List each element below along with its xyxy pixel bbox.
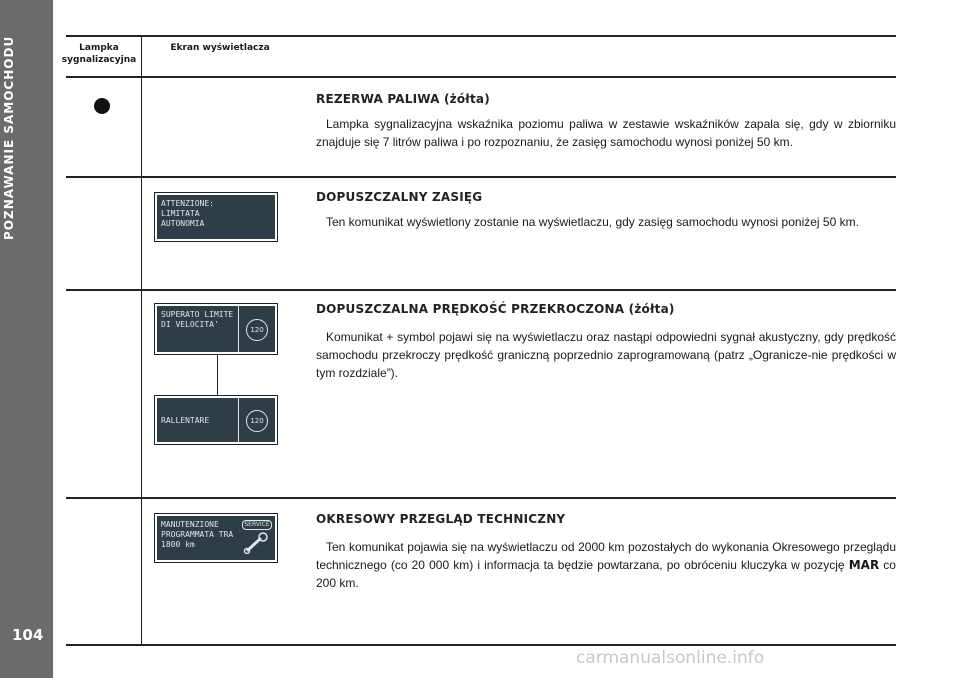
sidebar [0, 0, 53, 678]
speed-limit-icon: 120 [246, 319, 268, 341]
fuel-reserve-lamp-icon [94, 98, 110, 114]
column-header-lamp: Lampka sygnalizacyjna [61, 43, 137, 65]
service-title: OKRESOWY PRZEGLĄD TECHNICZNY [316, 512, 566, 526]
range-text: Ten komunikat wyświetlony zostanie na wyświetlaczu, gdy zasięg samochodu wynosi poniżej 50 km. [326, 215, 859, 229]
row-divider-2 [66, 289, 896, 291]
wrench-icon [242, 530, 272, 554]
service-text-start: Ten komunikat pojawia się na wyświetlaczu od 2000 km pozostałych do wykonania Okresowego przeglądu technicznego (co 20 000 km) i informacja ta będzie powtarzana, po obróceniu kluczyka w pozycję [316, 540, 896, 572]
speed-limit-text: Komunikat + symbol pojawi się na wyświetlaczu oraz nastąpi odpowiedni sygnał akustyczny, gdy prędkość samochodu przekroczy prędkość graniczną poprzednio zaprogramowaną (patrz „Ogranicze-nie prędkości w tym rozdziale”). [316, 330, 896, 380]
service-wrench-icon [242, 520, 272, 554]
range-display [154, 192, 278, 242]
slow-down-display [154, 395, 278, 445]
speed-limit-display [154, 303, 278, 355]
service-text-end: co 200 km. [316, 558, 896, 590]
service-label: SERVICE [242, 520, 272, 530]
display-connector [217, 354, 218, 396]
speed-limit-title: DOPUSZCZALNA PRĘDKOŚĆ PRZEKROCZONA (żółta) [316, 302, 675, 316]
range-title: DOPUSZCZALNY ZASIĘG [316, 190, 483, 204]
column-header-display: Ekran wyświetlacza [170, 43, 270, 53]
fuel-reserve-text: Lampka sygnalizacyjna wskaźnika poziomu paliwa w zestawie wskaźników zapala się, gdy w zbiorniku znajduje się 7 litrów paliwa i po rozpoznaniu, że zasięg samochodu wynosi poniżej 50 km. [316, 117, 896, 149]
service-text [316, 538, 896, 592]
column-divider [141, 36, 142, 645]
service-display-text: MANUTENZIONE PROGRAMMATA TRA 1800 km [161, 520, 234, 549]
header-divider [66, 76, 896, 78]
service-display [154, 513, 278, 563]
speed-limit-icon: 120 [246, 410, 268, 432]
range-display-text: ATTENZIONE: LIMITATA AUTONOMIA [161, 199, 214, 228]
table-top-border [66, 35, 896, 37]
page-number: 104 [12, 626, 44, 644]
service-key-position: MAR [848, 558, 880, 572]
row-divider-1 [66, 176, 896, 178]
display-separator [238, 398, 239, 442]
slow-down-display-text: RALLENTARE [161, 416, 210, 425]
display-separator [238, 306, 239, 352]
speed-limit-display-text: SUPERATO LIMITE DI VELOCITA' [161, 310, 234, 329]
fuel-reserve-title: REZERWA PALIWA (żółta) [316, 92, 490, 106]
row-divider-3 [66, 497, 896, 499]
table-bottom-border [66, 644, 896, 646]
section-label: POZNAWANIE SAMOCHODU [2, 36, 16, 241]
watermark: carmanualsonline.info [576, 648, 765, 668]
